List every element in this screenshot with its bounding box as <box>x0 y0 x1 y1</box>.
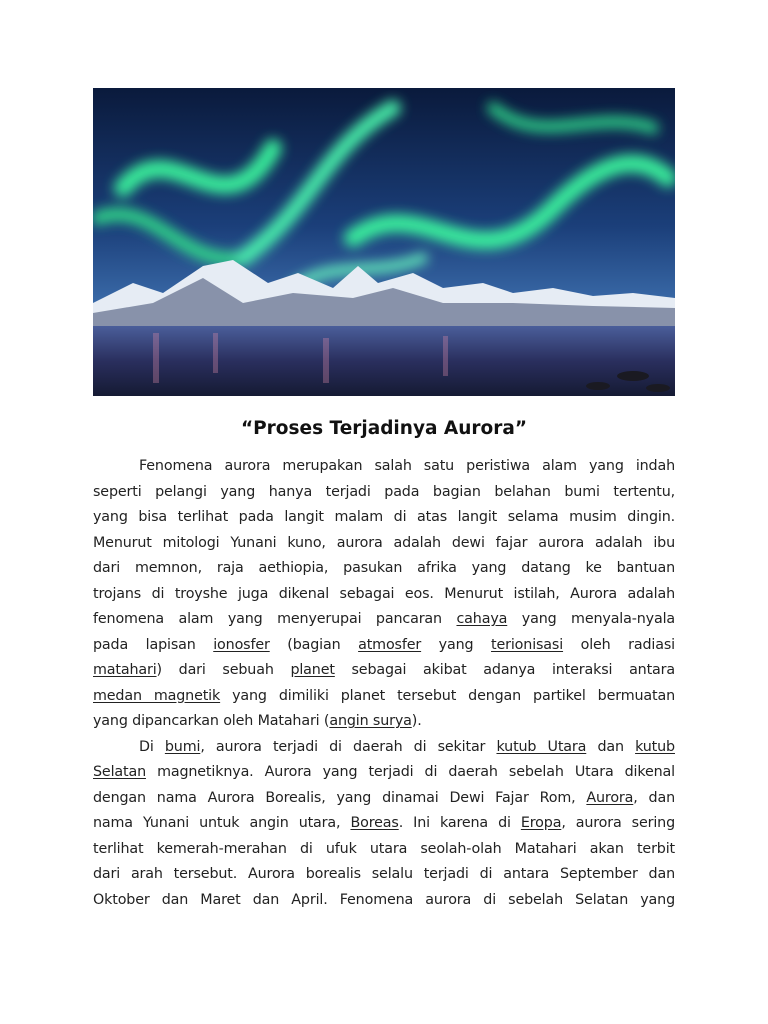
text-span: seperti pelangi yang hanya terjadi pada bagian belahan bumi tertentu, <box>93 483 675 500</box>
text-span: Oktober dan Maret dan April. Fenomena aurora di sebelah Selatan yang <box>93 891 675 908</box>
document-title: “Proses Terjadinya Aurora” <box>240 418 528 439</box>
paragraph-line <box>93 837 675 863</box>
hyperlink[interactable]: angin surya <box>329 713 412 729</box>
text-span: , dan <box>633 789 675 806</box>
text-span: ). <box>411 713 422 729</box>
text-span: dari memnon, raja aethiopia, pasukan afrika yang datang ke bantuan <box>93 560 675 576</box>
hyperlink[interactable]: Boreas <box>350 815 399 831</box>
hyperlink[interactable]: Selatan <box>93 764 146 780</box>
text-span: nama Yunani untuk angin utara, <box>93 815 351 831</box>
text-span: yang <box>421 636 492 653</box>
hyperlink[interactable]: matahari <box>93 662 157 678</box>
paragraph-line <box>93 786 675 812</box>
paragraph-line <box>93 582 675 608</box>
hyperlink[interactable]: planet <box>290 662 335 678</box>
paragraph-line <box>93 811 675 837</box>
document-body <box>93 454 675 913</box>
text-span: , aurora sering <box>561 815 675 831</box>
paragraph-line <box>93 684 675 710</box>
text-span: dan <box>586 738 636 755</box>
text-span: ) dari sebuah <box>156 662 291 678</box>
text-span: magnetiknya. Aurora yang terjadi di daerah sebelah Utara dikenal <box>145 764 675 780</box>
text-span: terlihat kemerah-merahan di ufuk utara seolah-olah Matahari akan terbit <box>93 840 675 857</box>
hyperlink[interactable]: cahaya <box>456 611 508 627</box>
text-span: dengan nama Aurora Borealis, yang dinamai Dewi Fajar Rom, <box>93 789 587 806</box>
paragraph-line <box>93 888 675 914</box>
paragraph-line <box>93 556 675 582</box>
text-span: Fenomena aurora merupakan salah satu peristiwa alam yang indah <box>139 458 675 474</box>
text-span: Di <box>139 738 165 755</box>
paragraph-line <box>93 760 675 786</box>
aurora-photo <box>93 88 675 396</box>
hyperlink[interactable]: Eropa <box>520 815 562 831</box>
hyperlink[interactable]: atmosfer <box>358 636 422 653</box>
text-span: yang dipancarkan oleh Matahari ( <box>93 713 330 729</box>
hyperlink[interactable]: bumi <box>164 738 201 755</box>
paragraph-line <box>93 454 675 480</box>
hyperlink[interactable]: medan magnetik <box>93 687 221 704</box>
text-span: yang menyala-nyala <box>507 611 675 627</box>
paragraph-line <box>93 480 675 506</box>
paragraph-line <box>93 862 675 888</box>
text-span: yang dimiliki planet tersebut dengan partikel bermuatan <box>220 687 675 704</box>
text-span: fenomena alam yang menyerupai pancaran <box>93 611 457 627</box>
paragraph-line <box>93 531 675 557</box>
text-span: Menurut mitologi Yunani kuno, aurora adalah dewi fajar aurora adalah ibu <box>93 534 675 551</box>
hyperlink[interactable]: kutub <box>635 738 675 755</box>
text-span: sebagai akibat adanya interaksi antara <box>334 662 675 678</box>
paragraph-line <box>93 735 675 761</box>
text-span: dari arah tersebut. Aurora borealis selalu terjadi di antara September dan <box>93 866 675 882</box>
paragraph-line <box>93 607 675 633</box>
paragraph-line <box>93 633 675 659</box>
paragraph-line <box>93 658 675 684</box>
hyperlink[interactable]: Aurora <box>586 789 634 806</box>
text-span: , aurora terjadi di daerah di sekitar <box>200 738 497 755</box>
text-span: (bagian <box>269 636 359 653</box>
text-span: yang bisa terlihat pada langit malam di atas langit selama musim dingin. <box>93 509 675 525</box>
text-span: . Ini karena di <box>398 815 521 831</box>
paragraph-line <box>93 505 675 531</box>
hyperlink[interactable]: terionisasi <box>491 636 564 653</box>
text-span: oleh radiasi <box>563 636 675 653</box>
hyperlink[interactable]: kutub Utara <box>496 738 587 755</box>
paragraph-line <box>93 709 675 735</box>
text-span: trojans di troyshe juga dikenal sebagai eos. Menurut istilah, Aurora adalah <box>93 585 675 602</box>
text-span: pada lapisan <box>93 636 214 653</box>
hyperlink[interactable]: ionosfer <box>213 636 270 653</box>
